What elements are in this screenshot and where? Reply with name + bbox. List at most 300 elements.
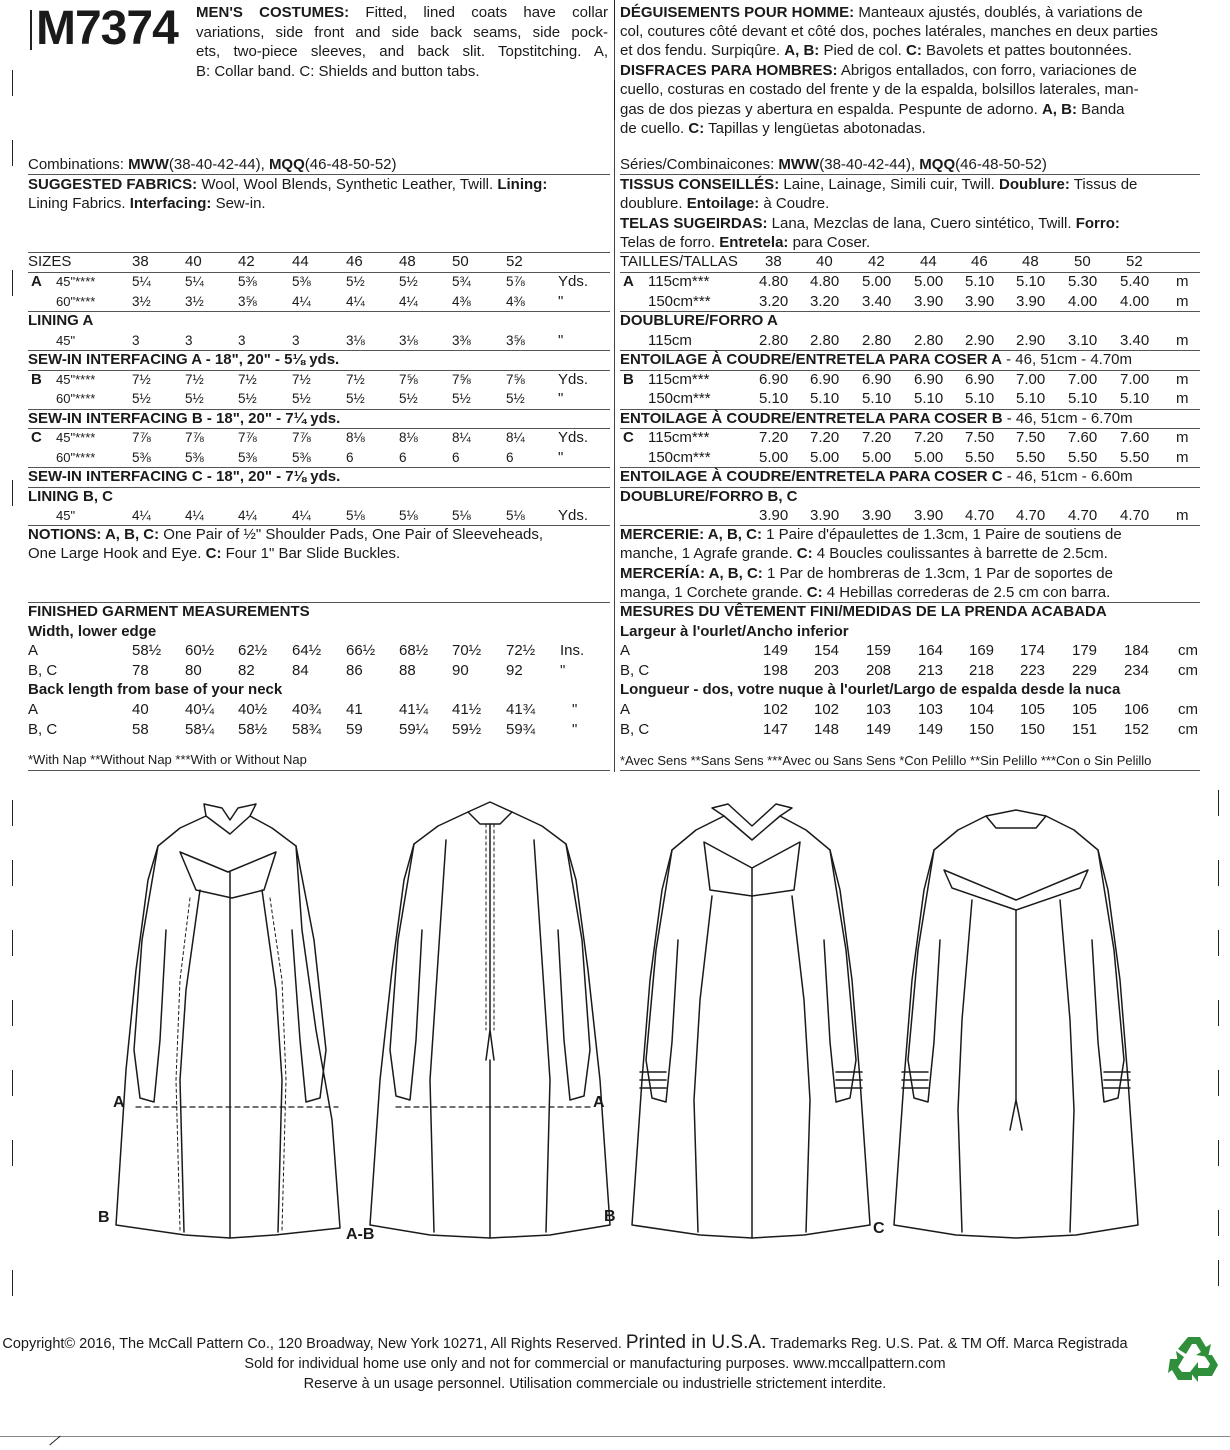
yardage-cell: 5½	[238, 391, 257, 406]
yardage-cell: 3	[292, 332, 300, 348]
size-header: 50	[1074, 253, 1091, 270]
width-lower-edge-title: Width, lower edge	[28, 623, 157, 640]
heading-tail: - 46, 51cm - 6.60m	[1002, 468, 1133, 485]
section-heading	[620, 467, 1133, 486]
view-label: B, C	[620, 661, 650, 679]
size-header: 46	[346, 253, 363, 270]
table-row	[28, 292, 610, 311]
yardage-cell: 4.70	[1016, 507, 1046, 524]
measurement-cell: 40½	[238, 701, 268, 718]
left-margin-tick	[12, 480, 13, 506]
yardage-cell: 3	[132, 332, 140, 348]
yardage-cell: 2.90	[1016, 331, 1046, 349]
measurement-cell: 147	[763, 720, 789, 738]
yardage-cell: 3⅜	[452, 332, 471, 348]
section-heading	[620, 311, 778, 330]
size-header: 44	[920, 253, 937, 270]
yardage-cell: 4¼	[132, 508, 151, 523]
measurement-cell: 149	[918, 720, 944, 738]
label-b-right: B	[604, 1208, 616, 1225]
yardage-cell: 5⅛	[452, 508, 471, 523]
series-combinations: Séries/Combinaicones: MWW(38-40-42-44), MQQ(46-48-50-52)	[620, 156, 1047, 173]
unit: Yds.	[558, 507, 589, 524]
section-heading	[620, 487, 798, 506]
yardage-cell: 5.10	[810, 390, 840, 407]
yardage-cell: 4¼	[399, 293, 418, 309]
yardage-cell: 5.50	[1120, 448, 1150, 466]
yardage-cell: 5.10	[1016, 390, 1046, 407]
view-letter: B	[31, 370, 42, 388]
yardage-cell: 3½	[132, 293, 151, 309]
size-header: 50	[452, 253, 469, 270]
measurement-cell: 80	[185, 661, 202, 679]
yardage-cell: 3	[185, 332, 193, 348]
table-row	[620, 448, 1200, 467]
french-description: DÉGUISEMENTS POUR HOMME: Manteaux ajustés, doublés, à variations de	[620, 4, 1143, 21]
unit: cm	[1178, 661, 1198, 679]
yardage-cell: 6.90	[862, 370, 892, 388]
measurement-cell: 203	[814, 661, 840, 679]
yardage-cell: 5⅜	[238, 449, 257, 465]
spanish-description-3: gas de dos piezas y abertura en espalda. Pespunte de adorno. A, B: Banda	[620, 101, 1125, 118]
size-header: 38	[132, 253, 149, 270]
yardage-cell: 5.10	[965, 273, 995, 290]
yardage-cell: 5.10	[1016, 273, 1046, 290]
measurement-cell: 78	[132, 661, 149, 679]
coat-back-ab	[370, 802, 610, 1238]
measurement-cell: 59½	[452, 720, 482, 738]
view-label: B, C	[28, 720, 58, 738]
unit: "	[560, 661, 566, 679]
measurement-cell: 60½	[185, 642, 215, 659]
view-label: A	[620, 701, 631, 718]
measurement-cell: 151	[1072, 720, 1098, 738]
measurement-cell: 148	[814, 720, 840, 738]
section-heading	[28, 487, 113, 506]
notions-cont: One Large Hook and Eye. C: Four 1" Bar Slide Buckles.	[28, 545, 401, 562]
yardage-cell: 4.80	[759, 273, 789, 290]
right-margin-tick	[1218, 1260, 1219, 1286]
description-bold: MEN'S COSTUMES:	[196, 4, 350, 21]
yardage-cell: 4¼	[292, 293, 311, 309]
measurement-cell: 86	[346, 661, 363, 679]
heading-text: ENTOILAGE À COUDRE/ENTRETELA PARA COSER B	[620, 409, 1003, 427]
label-ab: A-B	[346, 1226, 375, 1243]
unit: "	[558, 390, 564, 407]
heading-text: DOUBLURE/FORRO A	[620, 312, 778, 329]
unit: "	[558, 448, 564, 466]
spanish-description: DISFRACES PARA HOMBRES: Abrigos entallados, con forro, variaciones de	[620, 62, 1137, 79]
measurement-cell: 213	[918, 661, 944, 679]
french-description-2: col, coutures côté devant et côté dos, poches latérales, manches en deux parties	[620, 23, 1158, 40]
yardage-cell: 5¼	[185, 274, 204, 289]
yardage-cell: 7⅞	[292, 430, 311, 445]
size-header: 38	[765, 253, 782, 270]
yardage-cell: 6	[452, 449, 460, 465]
yardage-cell: 3.90	[1016, 292, 1046, 310]
description-line	[196, 23, 608, 42]
yardage-cell: 2.80	[862, 331, 892, 349]
yardage-cell: 7⅝	[452, 371, 471, 387]
measurement-row	[28, 700, 610, 719]
yardage-cell: 7.20	[759, 429, 789, 446]
measurement-row	[28, 661, 610, 680]
view-label: A	[620, 642, 631, 659]
mesures-title: MESURES DU VÊTEMENT FINI/MEDIDAS DE LA PRENDA ACABADA	[620, 603, 1107, 620]
yardage-cell: 5.00	[914, 448, 944, 466]
unit: m	[1176, 429, 1189, 446]
measurement-cell: 105	[1020, 701, 1046, 718]
yardage-cell: 5½	[399, 391, 418, 406]
sizes-label: TAILLES/TALLAS	[620, 253, 738, 270]
fabric-width: 45"****	[56, 430, 96, 445]
measurement-cell: 90	[452, 661, 469, 679]
yardage-cell: 3⅝	[506, 332, 525, 348]
measurement-cell: 152	[1124, 720, 1150, 738]
tissus-conseilles: TISSUS CONSEILLÉS: Laine, Lainage, Simili cuir, Twill. Doublure: Tissus de	[620, 176, 1138, 193]
view-label: A	[28, 642, 39, 659]
notions: NOTIONS: A, B, C: One Pair of ½" Shoulder Pads, One Pair of Sleeveheads,	[28, 526, 543, 543]
description-line	[196, 3, 608, 22]
combinations: Combinations: MWW(38-40-42-44), MQQ(46-48-50-52)	[28, 156, 397, 173]
yardage-cell: 7.50	[1016, 429, 1046, 446]
view-label: A	[28, 701, 39, 718]
yardage-cell: 4⅜	[452, 293, 471, 309]
measurement-cell: 104	[969, 701, 995, 718]
view-label: B, C	[28, 661, 58, 679]
measurement-cell: 164	[918, 642, 944, 659]
left-margin-tick	[12, 70, 13, 96]
yardage-cell: 5⅜	[238, 274, 257, 289]
unit: m	[1176, 273, 1189, 290]
yardage-cell: 6.90	[914, 370, 944, 388]
yardage-cell: 7.20	[862, 429, 892, 446]
heading-text: SEW-IN INTERFACING A - 18", 20" - 5⅛ yds.	[28, 351, 340, 368]
center-tick	[614, 0, 615, 40]
fabric-width: 45"	[56, 332, 76, 348]
measurement-cell: 66½	[346, 642, 376, 659]
divider	[28, 487, 610, 488]
section-heading	[28, 409, 340, 428]
unit: m	[1176, 448, 1189, 466]
longueur-title: Longueur - dos, votre nuque à l'ourlet/Largo de espalda desde la nuca	[620, 681, 1121, 698]
measurement-cell: 59	[346, 720, 363, 738]
description-line	[196, 62, 608, 81]
telas-sugeridas: TELAS SUGEIRDAS: Lana, Mezclas de lana, Cuero sintético, Twill. Forro:	[620, 215, 1120, 232]
description-text: B: Collar band. C: Shields and button tabs.	[196, 62, 480, 80]
yardage-cell: 7.00	[1016, 370, 1046, 388]
mercerie-cont: manche, 1 Agrafe grande. C: 4 Boucles coulissantes à barrette de 2.5cm.	[620, 545, 1108, 562]
measurement-cell: 82	[238, 661, 255, 679]
unit: "	[572, 701, 578, 718]
yardage-cell: 6.90	[810, 370, 840, 388]
table-row	[28, 370, 610, 389]
measurement-cell: 169	[969, 642, 995, 659]
yardage-cell: 7.60	[1120, 429, 1150, 446]
view-letter: C	[623, 429, 634, 446]
yardage-cell: 7.20	[810, 429, 840, 446]
yardage-cell: 5¾	[452, 274, 471, 289]
heading-text: SEW-IN INTERFACING B - 18", 20" - 7¼ yds.	[28, 409, 341, 427]
yardage-cell: 3.20	[759, 292, 789, 310]
table-row	[28, 331, 610, 350]
heading-tail: - 46, 51cm - 4.70m	[1001, 351, 1133, 368]
unit: Ins.	[560, 642, 585, 659]
mercerie: MERCERIE: A, B, C: 1 Paire d'épaulettes de 1.3cm, 1 Paire de soutiens de	[620, 526, 1122, 543]
fabric-width: 45"****	[56, 274, 96, 289]
yardage-cell: 7.50	[965, 429, 995, 446]
yardage-cell: 3.90	[914, 507, 944, 524]
yardage-cell: 5.00	[862, 273, 892, 290]
label-b-left: B	[98, 1209, 110, 1226]
center-tick	[614, 80, 615, 120]
fabric-width: 115cm***	[648, 429, 710, 446]
section-heading	[620, 409, 1133, 428]
measurement-cell: 58½	[132, 642, 162, 659]
yardage-cell: 5.10	[965, 390, 995, 407]
section-heading	[28, 311, 93, 330]
yardage-cell: 3.40	[1120, 331, 1150, 349]
yardage-cell: 8⅛	[399, 430, 418, 445]
measurement-cell: 84	[292, 661, 309, 679]
measurement-cell: 149	[866, 720, 892, 738]
yardage-cell: 3⅛	[399, 332, 418, 348]
table-row	[620, 428, 1200, 447]
yardage-cell: 3½	[185, 293, 204, 309]
description-text: Fitted, lined coats have collar	[349, 4, 608, 21]
unit: "	[572, 720, 578, 738]
measurement-row	[620, 700, 1200, 719]
fabric-width: 60"****	[56, 293, 96, 309]
largeur-title: Largeur à l'ourlet/Ancho inferior	[620, 623, 849, 640]
yardage-cell: 5½	[185, 391, 204, 406]
fabric-width: 115cm***	[648, 370, 710, 388]
yardage-cell: 5½	[292, 391, 311, 406]
yardage-cell: 3.90	[759, 507, 789, 524]
measurement-cell: 149	[763, 642, 789, 659]
divider	[620, 770, 1200, 771]
sizes-label: SIZES	[28, 253, 72, 270]
bottom-rule	[0, 1436, 1230, 1437]
unit: Yds.	[558, 370, 589, 388]
tailles-header-row	[620, 252, 1200, 271]
yardage-cell: 5.10	[862, 390, 892, 407]
spanish-description-2: cuello, costuras en costado del frente y de la espalda, bolsillos laterales, man-	[620, 81, 1139, 98]
measurement-row	[620, 720, 1200, 739]
yardage-cell: 6.90	[965, 370, 995, 388]
measurement-cell: 59¾	[506, 720, 536, 738]
view-letter: B	[623, 370, 634, 388]
size-header: 40	[185, 253, 202, 270]
yardage-cell: 7⅝	[506, 371, 525, 387]
heading-text: ENTOILAGE À COUDRE/ENTRETELA PARA COSER C	[620, 468, 1003, 485]
section-heading	[28, 350, 339, 369]
sens-footnote: *Avec Sens **Sans Sens ***Avec ou Sans Sens *Con Pelillo **Sin Pelillo ***Con o Sin Pelillo	[620, 753, 1152, 768]
measurement-row	[620, 641, 1200, 660]
unit: m	[1176, 370, 1189, 388]
measurement-cell: 223	[1020, 661, 1046, 679]
yardage-cell: 5⅛	[399, 508, 418, 523]
unit: cm	[1178, 642, 1198, 659]
unit: cm	[1178, 701, 1198, 718]
measurement-cell: 92	[506, 661, 523, 679]
yardage-cell: 8⅛	[346, 430, 365, 445]
yardage-cell: 2.80	[810, 331, 840, 349]
yardage-cell: 5½	[346, 391, 365, 406]
fabric-width: 115cm***	[648, 273, 710, 290]
yardage-cell: 3.10	[1068, 331, 1098, 349]
table-row	[620, 389, 1200, 408]
yardage-cell: 5.00	[862, 448, 892, 466]
measurement-cell: 68½	[399, 642, 429, 659]
measurement-cell: 218	[969, 661, 995, 679]
fabric-width: 45"	[56, 508, 76, 523]
garment-illustrations	[0, 780, 1230, 1260]
left-margin-tick	[12, 140, 13, 166]
yardage-cell: 5½	[399, 274, 418, 289]
yardage-cell: 6	[506, 449, 514, 465]
yardage-cell: 5.30	[1068, 273, 1098, 290]
label-c: C	[873, 1220, 885, 1237]
yardage-cell: 4¼	[185, 508, 204, 523]
yardage-cell: 3.90	[965, 292, 995, 310]
yardage-cell: 5.40	[1120, 273, 1150, 290]
yardage-cell: 6	[399, 449, 407, 465]
fabric-width: 150cm***	[648, 292, 711, 310]
sizes-header-row	[28, 252, 610, 271]
view-letter: A	[31, 273, 42, 290]
unit: Yds.	[558, 273, 589, 290]
unit: m	[1176, 507, 1189, 524]
suggested-fabrics-cont: Lining Fabrics. Interfacing: Sew-in.	[28, 195, 266, 212]
measurement-cell: 58¼	[185, 720, 215, 738]
yardage-cell: 4⅜	[506, 293, 525, 309]
yardage-cell: 7.20	[914, 429, 944, 446]
left-margin-tick	[12, 270, 13, 296]
measurement-cell: 159	[866, 642, 892, 659]
table-row	[620, 331, 1200, 350]
measurement-cell: 179	[1072, 642, 1098, 659]
yardage-cell: 4¼	[292, 508, 311, 523]
coat-front-ab	[116, 804, 340, 1238]
measurement-cell: 41	[346, 701, 363, 718]
yardage-cell: 7.60	[1068, 429, 1098, 446]
heading-text: ENTOILAGE À COUDRE/ENTRETELA PARA COSER A	[620, 351, 1002, 368]
yardage-cell: 4.80	[810, 273, 840, 290]
yardage-cell: 4.70	[1068, 507, 1098, 524]
description-text: variations, side front and side back seams, side pock-	[196, 23, 608, 41]
yardage-cell: 7½	[238, 371, 257, 387]
measurement-cell: 59¼	[399, 720, 429, 738]
unit: m	[1176, 390, 1189, 407]
yardage-cell: 5⅞	[506, 274, 525, 289]
yardage-cell: 4.70	[965, 507, 995, 524]
yardage-cell: 2.80	[914, 331, 944, 349]
yardage-cell: 7⅝	[399, 371, 418, 387]
table-row	[28, 428, 610, 447]
size-header: 48	[399, 253, 416, 270]
measurement-cell: 40¾	[292, 701, 322, 718]
yardage-cell: 3⅛	[346, 332, 365, 348]
yardage-cell: 3.20	[810, 292, 840, 310]
size-header: 42	[868, 253, 885, 270]
measurement-cell: 150	[969, 720, 995, 738]
yardage-cell: 3	[238, 332, 246, 348]
yardage-cell: 5½	[506, 391, 525, 406]
heading-tail: - 46, 51cm - 6.70m	[1002, 409, 1133, 427]
yardage-cell: 5½	[452, 391, 471, 406]
yardage-cell: 3.90	[810, 507, 840, 524]
description-line	[196, 42, 608, 61]
fabric-width: 115cm	[648, 331, 692, 349]
yardage-cell: 2.80	[759, 331, 789, 349]
measurement-cell: 102	[814, 701, 840, 718]
measurement-cell: 40¼	[185, 701, 215, 718]
yardage-cell: 5½	[132, 391, 151, 406]
table-row	[620, 370, 1200, 389]
pattern-code-mark	[30, 10, 32, 50]
measurement-row	[28, 720, 610, 739]
measurement-cell: 70½	[452, 642, 482, 659]
yardage-cell: 5.00	[759, 448, 789, 466]
measurement-cell: 154	[814, 642, 840, 659]
merceria: MERCERÍA: A, B, C: 1 Par de hombreras de 1.3cm, 1 Par de soportes de	[620, 565, 1113, 582]
table-row	[28, 448, 610, 467]
measurement-cell: 40	[132, 701, 149, 718]
yardage-cell: 3.90	[914, 292, 944, 310]
yardage-cell: 7.00	[1120, 370, 1150, 388]
size-header: 52	[506, 253, 523, 270]
fabric-width: 150cm***	[648, 390, 711, 407]
table-row	[28, 506, 610, 525]
pattern-code: M7374	[36, 2, 178, 55]
size-header: 42	[238, 253, 255, 270]
measurement-cell: 103	[866, 701, 892, 718]
size-header: 40	[816, 253, 833, 270]
spanish-description-4: de cuello. C: Tapillas y lengüetas abotonadas.	[620, 120, 926, 137]
recycle-icon	[1168, 1333, 1220, 1385]
measurement-cell: 106	[1124, 701, 1150, 718]
yardage-cell: 5¼	[132, 274, 151, 289]
unit: cm	[1178, 720, 1198, 738]
heading-text: LINING B, C	[28, 487, 113, 505]
yardage-cell: 3⅝	[238, 293, 257, 309]
yardage-cell: 6	[346, 449, 354, 465]
yardage-cell: 5.50	[1068, 448, 1098, 466]
measurement-cell: 41¾	[506, 701, 536, 718]
description-text: ets, two-piece sleeves, and back slit. Topstitching. A,	[196, 43, 608, 60]
view-letter: A	[623, 273, 634, 290]
measurement-cell: 58	[132, 720, 149, 738]
size-header: 52	[1126, 253, 1143, 270]
measurement-cell: 102	[763, 701, 789, 718]
section-heading	[620, 350, 1132, 369]
coat-front-c	[632, 804, 870, 1238]
yardage-cell: 5⅜	[292, 449, 311, 465]
divider	[28, 770, 610, 771]
size-header: 48	[1022, 253, 1039, 270]
heading-text: SEW-IN INTERFACING C - 18", 20" - 7⅛ yds.	[28, 468, 341, 485]
fabric-width: 60"****	[56, 449, 96, 465]
usage-personnel-line: Reserve à un usage personnel. Utilisation commerciale ou industrielle strictement interdite.	[303, 1376, 887, 1392]
yardage-cell: 7½	[346, 371, 365, 387]
home-use-line: Sold for individual home use only and not for commercial or manufacturing purposes. www.mccallpattern.com	[244, 1356, 946, 1372]
section-heading	[28, 467, 340, 486]
measurement-cell: 234	[1124, 661, 1150, 679]
yardage-cell: 4¼	[238, 508, 257, 523]
yardage-cell: 3.40	[862, 292, 892, 310]
yardage-cell: 5⅜	[185, 449, 204, 465]
